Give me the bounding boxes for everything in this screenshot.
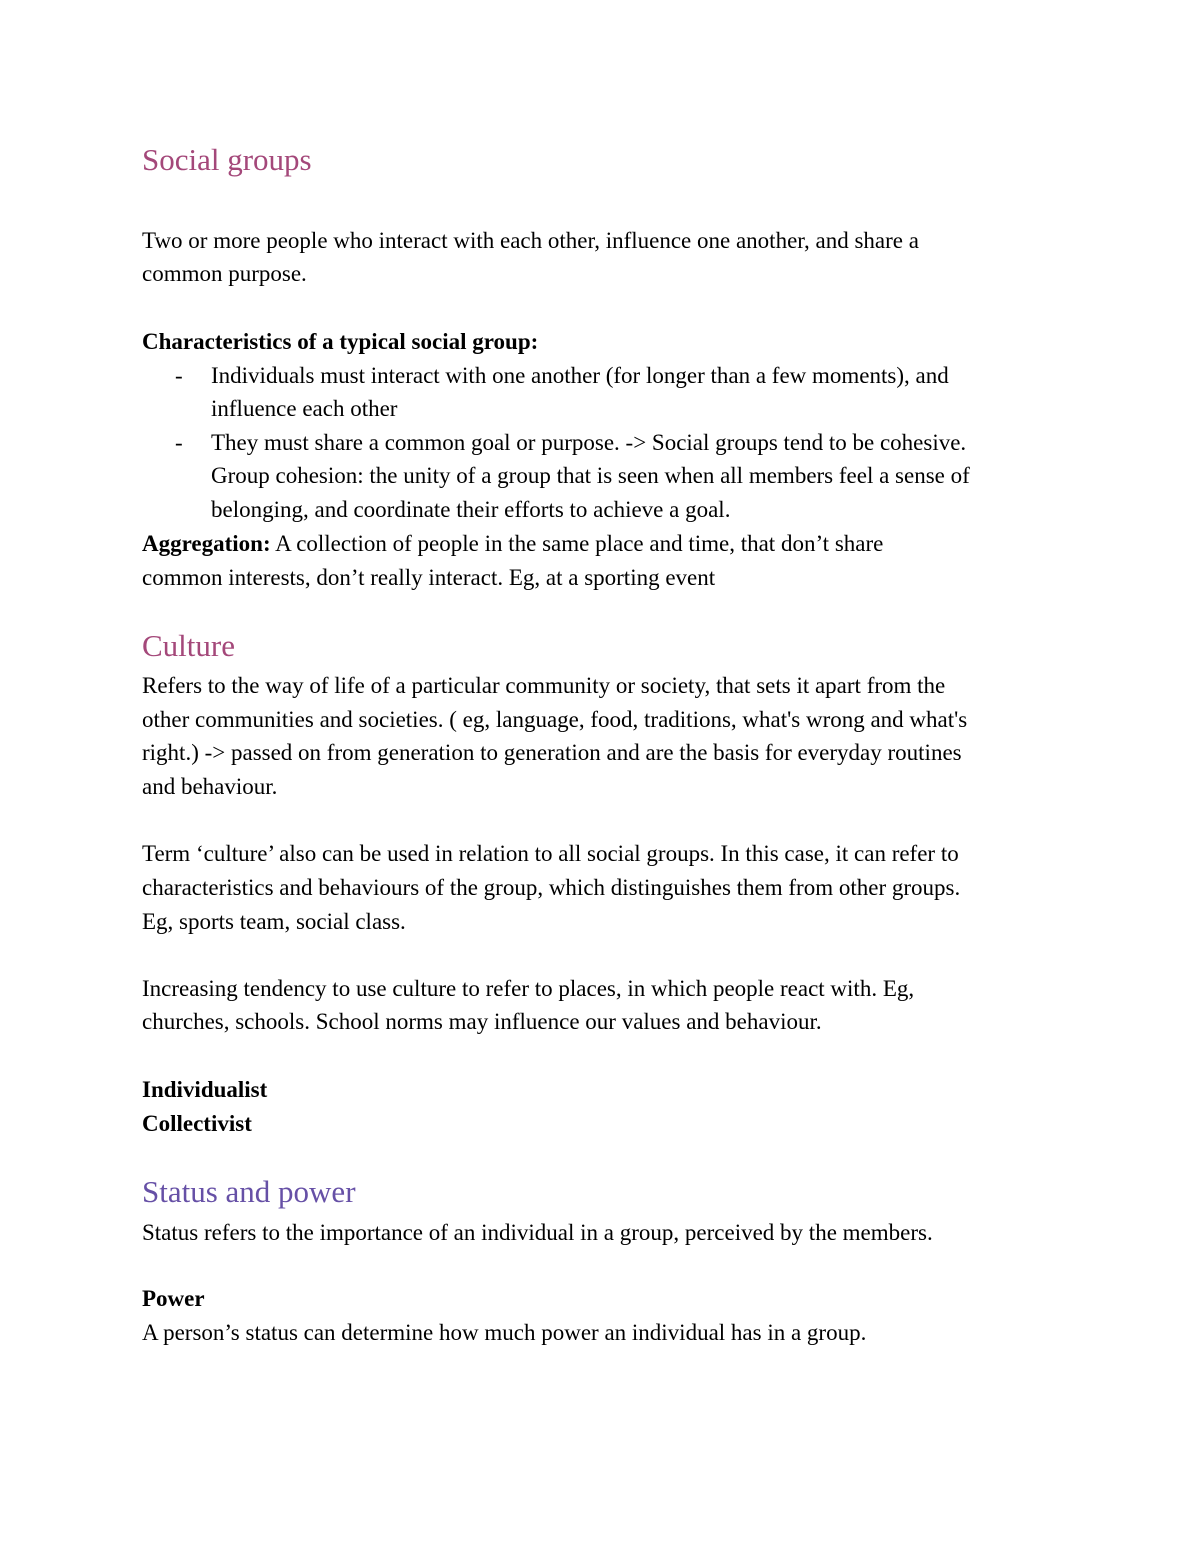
culture-p1-line-4: and behaviour. — [142, 774, 278, 799]
heading-culture: Culture — [142, 628, 235, 663]
culture-p2-line-2: characteristics and behaviours of the group, which distinguishes them from other groups. — [142, 875, 961, 900]
culture-p1-line-1: Refers to the way of life of a particular community or society, that sets it apart from the — [142, 673, 946, 698]
heading-social-groups: Social groups — [142, 142, 312, 177]
power-text: A person’s status can determine how much power an individual has in a group. — [142, 1320, 867, 1345]
culture-p2-line-3: Eg, sports team, social class. — [142, 909, 406, 934]
term-collectivist: Collectivist — [142, 1111, 252, 1136]
term-individualist: Individualist — [142, 1077, 268, 1102]
bullet-1-line-2: influence each other — [211, 396, 398, 421]
bullet-2-line-2: Group cohesion: the unity of a group that is seen when all members feel a sense of — [211, 463, 970, 488]
aggregation-line-1 — [142, 530, 883, 558]
bullet-marker: - — [175, 363, 183, 388]
bullet-marker: - — [175, 430, 183, 455]
power-title: Power — [142, 1286, 205, 1311]
aggregation-text: A collection of people in the same place and time, that don’t share — [270, 531, 884, 556]
culture-p1-line-3: right.) -> passed on from generation to generation and are the basis for everyday routines — [142, 740, 962, 765]
heading-status-and-power: Status and power — [142, 1174, 356, 1209]
characteristics-title: Characteristics of a typical social group: — [142, 329, 539, 354]
bullet-2-line-3: belonging, and coordinate their efforts to achieve a goal. — [211, 497, 731, 522]
culture-p1-line-2: other communities and societies. ( eg, language, food, traditions, what's wrong and what's — [142, 707, 968, 732]
bullet-1-line-1: Individuals must interact with one another (for longer than a few moments), and — [211, 363, 949, 388]
culture-p2-line-1: Term ‘culture’ also can be used in relation to all social groups. In this case, it can refer to — [142, 841, 959, 866]
culture-p3-line-2: churches, schools. School norms may influence our values and behaviour. — [142, 1009, 822, 1034]
status-text: Status refers to the importance of an individual in a group, perceived by the members. — [142, 1220, 933, 1245]
bullet-2-line-1: They must share a common goal or purpose. -> Social groups tend to be cohesive. — [211, 430, 967, 455]
aggregation-line-2: common interests, don’t really interact. Eg, at a sporting event — [142, 565, 716, 590]
social-groups-definition-line-1: Two or more people who interact with each other, influence one another, and share a — [142, 228, 919, 253]
social-groups-definition-line-2: common purpose. — [142, 261, 307, 286]
aggregation-label: Aggregation: — [142, 531, 271, 556]
culture-p3-line-1: Increasing tendency to use culture to refer to places, in which people react with. Eg, — [142, 976, 915, 1001]
